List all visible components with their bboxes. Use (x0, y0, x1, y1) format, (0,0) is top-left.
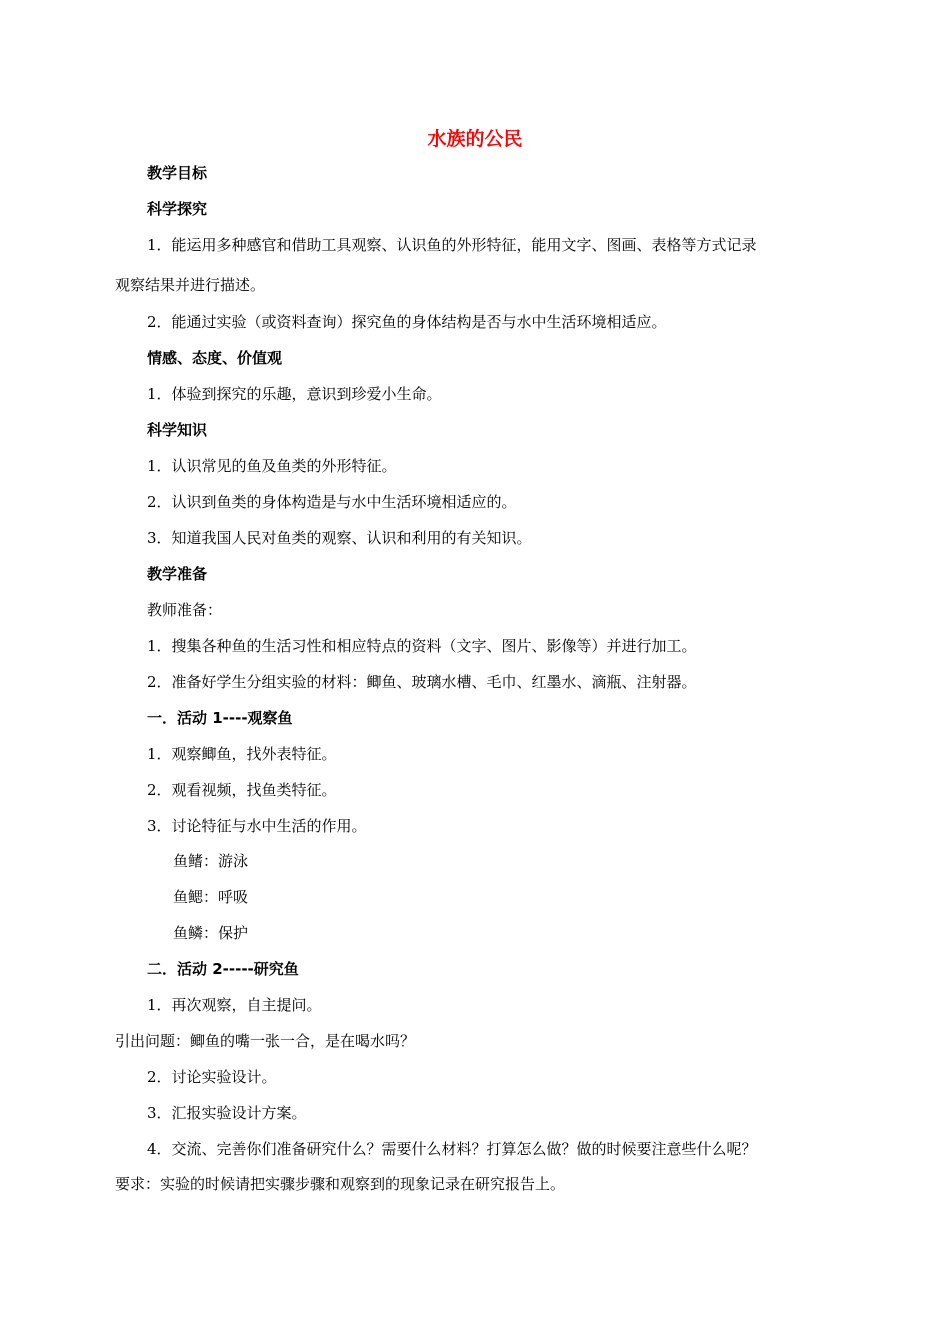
list-item: 鱼鳍：游泳 (173, 852, 249, 870)
paragraph-line: 3．知道我国人民对鱼类的观察、认识和利用的有关知识。 (147, 529, 532, 547)
heading-attitudes-values: 情感、态度、价值观 (147, 349, 283, 367)
heading-scientific-inquiry: 科学探究 (147, 200, 208, 218)
paragraph-line: 教师准备： (147, 601, 223, 619)
paragraph-line: 1．搜集各种鱼的生活习性和相应特点的资料（文字、图片、影像等）并进行加工。 (147, 637, 697, 655)
paragraph-line: 4．交流、完善你们准备研究什么？需要什么材料？打算怎么做？做的时候要注意些什么呢？ (147, 1140, 757, 1158)
heading-teaching-preparation: 教学准备 (147, 565, 208, 583)
paragraph-line: 2．观看视频，找鱼类特征。 (147, 781, 337, 799)
paragraph-line: 3．汇报实验设计方案。 (147, 1104, 307, 1122)
heading-activity-1: 一．活动 1----观察鱼 (147, 709, 293, 727)
paragraph-line: 1．体验到探究的乐趣，意识到珍爱小生命。 (147, 385, 442, 403)
heading-scientific-knowledge: 科学知识 (147, 421, 208, 439)
paragraph-line: 2．认识到鱼类的身体构造是与水中生活环境相适应的。 (147, 493, 517, 511)
paragraph-line: 3．讨论特征与水中生活的作用。 (147, 817, 367, 835)
paragraph-line: 2．准备好学生分组实验的材料：鲫鱼、玻璃水槽、毛巾、红墨水、滴瓶、注射器。 (147, 673, 697, 691)
document-title: 水族的公民 (427, 128, 523, 150)
list-item: 鱼鳃：呼吸 (173, 888, 249, 906)
paragraph-line: 1．观察鲫鱼，找外表特征。 (147, 745, 337, 763)
paragraph-line: 2．讨论实验设计。 (147, 1068, 277, 1086)
paragraph-line: 1．能运用多种感官和借助工具观察、认识鱼的外形特征，能用文字、图画、表格等方式记录 (147, 236, 757, 254)
heading-teaching-goals: 教学目标 (147, 164, 208, 182)
paragraph-line: 要求：实验的时候请把实骤步骤和观察到的现象记录在研究报告上。 (115, 1175, 566, 1193)
list-item: 鱼鳞：保护 (173, 924, 249, 942)
paragraph-line: 1．再次观察，自主提问。 (147, 996, 322, 1014)
paragraph-line: 1．认识常见的鱼及鱼类的外形特征。 (147, 457, 397, 475)
paragraph-line: 引出问题：鲫鱼的嘴一张一合，是在喝水吗？ (115, 1032, 416, 1050)
paragraph-line: 2．能通过实验（或资料查询）探究鱼的身体结构是否与水中生活环境相适应。 (147, 313, 667, 331)
paragraph-line: 观察结果并进行描述。 (115, 276, 266, 294)
heading-activity-2: 二．活动 2-----研究鱼 (147, 960, 299, 978)
